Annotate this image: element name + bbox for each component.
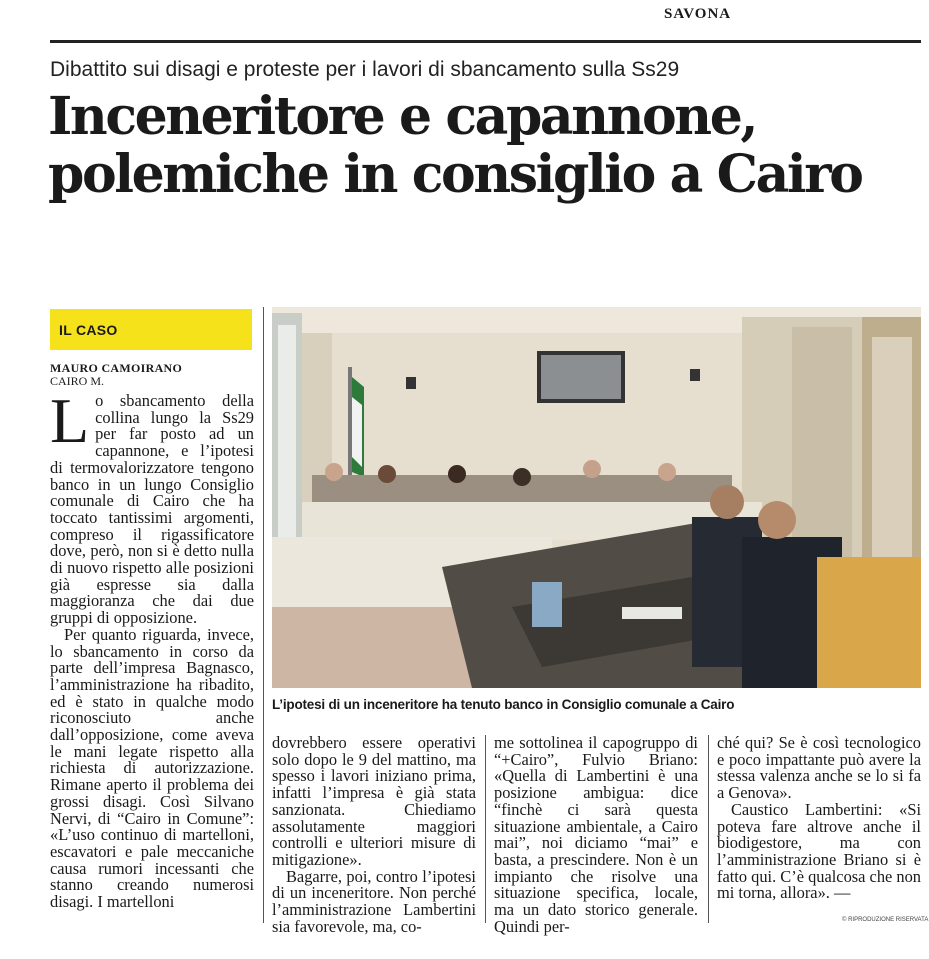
headline-line-1: Inceneritore e capannone,: [48, 86, 757, 147]
article-column-3: [494, 733, 698, 936]
paragraph: Bagarre, poi, contro l’ipotesi di un inceneritore. Non perché l’amministrazione Lambertini sia favorevole, ma, co-: [272, 866, 476, 936]
drop-cap: L: [50, 385, 90, 456]
tag-label: IL CASO: [59, 322, 118, 338]
headline: [48, 88, 928, 204]
article-column-2: [272, 733, 476, 936]
photo-caption: L’ipotesi di un inceneritore ha tenuto banco in Consiglio comunale a Cairo: [272, 697, 735, 712]
paragraph: dovrebbero essere operativi solo dopo le 9 del mattino, ma spesso i lavori iniziano prima, infatti l’impresa è già stata sanzionata. Chiediamo assolutamente maggiori controlli e ulteriori misure di mitigazione».: [272, 733, 476, 869]
tag-box: [50, 309, 252, 350]
column-rule: [263, 307, 264, 923]
section-label: SAVONA: [664, 6, 732, 22]
author: MAURO CAMOIRANO: [50, 361, 183, 375]
article-column-1: [50, 385, 254, 923]
photo-illustration: [272, 307, 921, 688]
council-photo: [272, 307, 921, 688]
headline-line-2: polemiche in consiglio a Cairo: [48, 144, 862, 205]
copyright-note: © RIPRODUZIONE RISERVATA: [842, 917, 929, 923]
paragraph: [50, 385, 254, 628]
column-rule: [485, 735, 486, 923]
paragraph: me sottolinea il capogruppo di “+Cairo”, Fulvio Briano: «Quella di Lambertini è una posizione ambigua: dice “finchè ci sarà questa situazione ambientale, a Cairo mai”, noi diciamo “mai” e basta, a prescindere. Non è un impianto che risolve una situazione specifica, locale, ma un dato storico generale. Quindi per-: [494, 733, 698, 936]
paragraph-text: o sbancamento della collina lungo la Ss29 per far posto ad un capannone, e l’ipotesi di termovalorizzatore tengono banco in un lungo Consiglio comunale di Cairo che ha toccato tantissimi argomenti, compreso il rigassificatore dove, però, non si è detto nulla di nuovo rispetto alle posizioni già espresse sia dalla maggioranza che dai due gruppi di opposizione.: [50, 391, 254, 628]
paragraph: Caustico Lambertini: «Si poteva fare altrove anche il biodigestore, ma con l’amministrazione Briano si è fatto qui. C’è qualcosa che non mi torna, allora». —: [717, 799, 921, 903]
article-column-4: [717, 735, 921, 923]
top-rule: [50, 40, 921, 43]
column-rule: [708, 735, 709, 923]
paragraph: Per quanto riguarda, invece, lo sbancamento in corso da parte dell’impresa Bagnasco, l’amministrazione ha ribadito, ed è stato in qualche modo riconosciuto anche dall’opposizione, come aveva le mani legate rispetto alla richiesta di autorizzazione. Rimane aperto il problema dei grossi disagi. Così Silvano Nervi, di “Cairo in Comune”: «L’uso continuo di martelloni, escavatori e pale meccaniche causa rumori incessanti che stanno creando numerosi disagi. I martelloni: [50, 624, 254, 912]
dateline: CAIRO M.: [50, 374, 105, 388]
paragraph: ché qui? Se è così tecnologico e poco impattante può avere la stessa valenza anche se lo si fa a Genova».: [717, 733, 921, 803]
kicker: Dibattito sui disagi e proteste per i lavori di sbancamento sulla Ss29: [50, 58, 680, 81]
